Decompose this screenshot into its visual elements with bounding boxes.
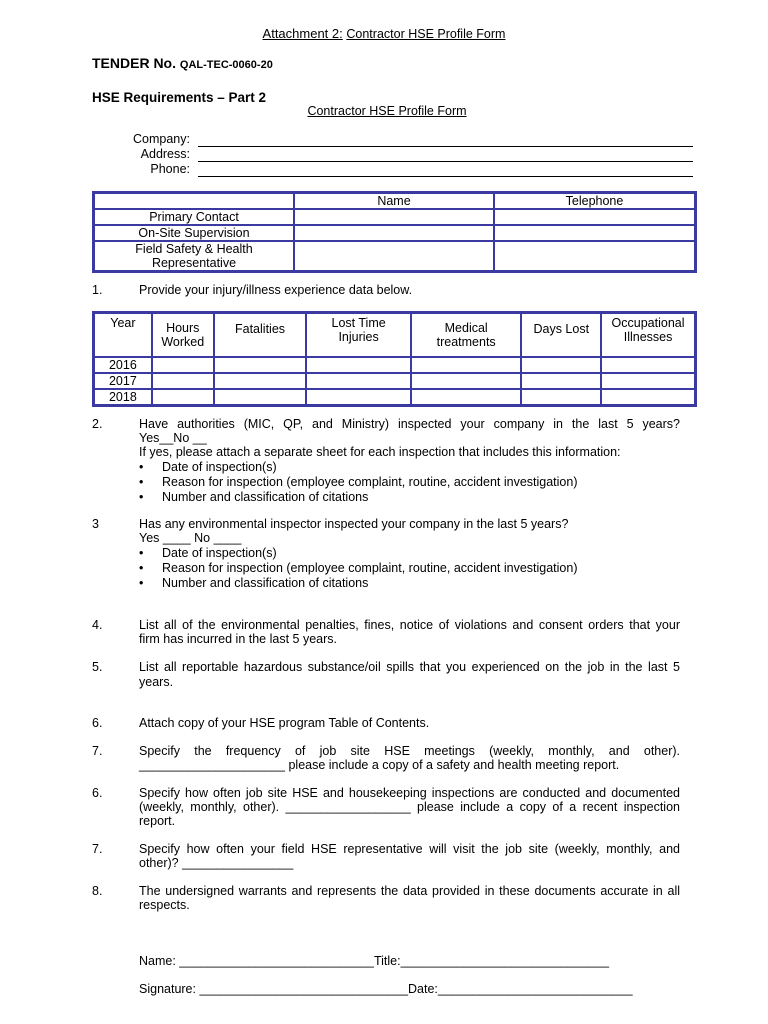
contact-role: Primary Contact — [94, 209, 294, 225]
data-cell[interactable] — [521, 357, 601, 373]
data-cell[interactable] — [411, 389, 522, 405]
bullet-text: Reason for inspection (employee complaint, routine, accident investigation) — [162, 561, 578, 575]
item-3-question: Has any environmental inspector inspected your company in the last 5 years? — [139, 517, 569, 531]
item-3-yes-no: Yes ____ No ____ — [139, 531, 242, 545]
company-label: Company: — [133, 132, 190, 146]
injury-table — [92, 311, 697, 407]
contact-telephone-cell[interactable] — [494, 209, 695, 225]
bullet-item: • Reason for inspection (employee complaint, routine, accident investigation) — [139, 475, 578, 489]
contacts-table — [92, 191, 697, 273]
bullet-item: • Date of inspection(s) — [139, 546, 277, 560]
contact-role: On-Site Supervision — [94, 225, 294, 241]
bullet-text: Date of inspection(s) — [162, 460, 277, 474]
phone-field[interactable] — [198, 176, 693, 177]
contacts-header-telephone: Telephone — [494, 193, 695, 209]
tender-label: TENDER No. — [92, 55, 176, 71]
data-cell[interactable] — [152, 357, 214, 373]
item-number: 3 — [92, 517, 99, 531]
item-1-text: Provide your injury/illness experience data below. — [139, 283, 413, 297]
header-line: Hours — [166, 321, 200, 335]
bullet-text: Number and classification of citations — [162, 490, 369, 504]
data-cell[interactable] — [411, 357, 522, 373]
data-cell[interactable] — [214, 373, 307, 389]
company-field[interactable] — [198, 146, 693, 147]
item-number: 6. — [92, 786, 103, 800]
address-field[interactable] — [198, 161, 693, 162]
header-occupational — [601, 313, 695, 357]
bullet-item: • Reason for inspection (employee complaint, routine, accident investigation) — [139, 561, 578, 575]
header-line: Injuries — [338, 330, 379, 344]
item-6b-line-3: report. — [139, 814, 176, 828]
item-number: 7. — [92, 842, 103, 856]
tender-line — [92, 55, 273, 71]
item-6b-line-2: (weekly, monthly, other). __________________ please include a copy of a recent inspection — [139, 800, 680, 814]
data-cell[interactable] — [306, 357, 411, 373]
data-cell[interactable] — [601, 389, 695, 405]
name-title-line[interactable]: Name: ____________________________Title:______________________________ — [139, 954, 610, 968]
header-line: Lost Time — [331, 316, 386, 330]
data-cell[interactable] — [306, 373, 411, 389]
contact-name-cell[interactable] — [294, 225, 494, 241]
item-2-question: Have authorities (MIC, QP, and Ministry) inspected your company in the last 5 years? — [139, 417, 680, 431]
bullet-item: • Number and classification of citations — [139, 490, 369, 504]
contact-name-cell[interactable] — [294, 209, 494, 225]
requirements-heading: HSE Requirements – Part 2 — [92, 90, 267, 105]
contact-role-line: Field Safety & Health — [135, 242, 253, 256]
data-cell[interactable] — [214, 357, 307, 373]
contacts-header-blank — [94, 193, 294, 209]
data-cell[interactable] — [152, 389, 214, 405]
contact-role — [94, 241, 294, 271]
item-number: 5. — [92, 660, 103, 674]
item-number: 4. — [92, 618, 103, 632]
data-cell[interactable] — [214, 389, 307, 405]
header-year: Year — [94, 313, 152, 357]
header-days-lost: Days Lost — [521, 313, 601, 357]
contact-telephone-cell[interactable] — [494, 225, 695, 241]
header-line: Worked — [161, 335, 205, 349]
item-4-line-1: List all of the environmental penalties, fines, notice of violations and consent orders that your — [139, 618, 680, 632]
item-number: 6. — [92, 716, 103, 730]
year-cell: 2017 — [94, 373, 152, 389]
header-line: Occupational — [611, 316, 685, 330]
item-8-line-2: respects. — [139, 898, 190, 912]
item-5-line-2: years. — [139, 675, 174, 689]
document-title — [0, 26, 768, 41]
item-7-line-1: Specify the frequency of job site HSE meetings (weekly, monthly, and other). — [139, 744, 680, 758]
data-cell[interactable] — [521, 389, 601, 405]
header-line: Medical — [444, 321, 488, 335]
tender-number: QAL-TEC-0060-20 — [179, 59, 273, 71]
data-cell[interactable] — [411, 373, 522, 389]
item-7-line-2: _____________________ please include a copy of a safety and health meeting report. — [139, 758, 620, 772]
contact-telephone-cell[interactable] — [494, 241, 695, 271]
data-cell[interactable] — [521, 373, 601, 389]
item-5-line-1: List all reportable hazardous substance/oil spills that you experienced on the job in the last 5 — [139, 660, 680, 674]
item-number: 1. — [92, 283, 103, 297]
item-number: 2. — [92, 417, 103, 431]
bullet-item: • Number and classification of citations — [139, 576, 369, 590]
item-8-line-1: The undersigned warrants and represents the data provided in these documents accurate in all — [139, 884, 680, 898]
item-7b-line-1: Specify how often your field HSE representative will visit the job site (weekly, monthly, and — [139, 842, 680, 856]
bullet-text: Date of inspection(s) — [162, 546, 277, 560]
form-subtitle: Contractor HSE Profile Form — [307, 104, 467, 118]
item-7b-line-2: other)? ________________ — [139, 856, 294, 870]
contacts-header-name: Name — [294, 193, 494, 209]
item-2-instructions: If yes, please attach a separate sheet for each inspection that includes this information: — [139, 445, 621, 459]
item-2-yes-no: Yes__No __ — [139, 431, 207, 445]
header-hours-worked — [152, 313, 214, 357]
item-6b-line-1: Specify how often job site HSE and housekeeping inspections are conducted and documented — [139, 786, 680, 800]
header-lost-time — [306, 313, 411, 357]
bullet-text: Number and classification of citations — [162, 576, 369, 590]
bullet-item: • Date of inspection(s) — [139, 460, 277, 474]
header-fatalities: Fatalities — [214, 313, 307, 357]
data-cell[interactable] — [601, 373, 695, 389]
contact-name-cell[interactable] — [294, 241, 494, 271]
data-cell[interactable] — [601, 357, 695, 373]
item-6-text: Attach copy of your HSE program Table of Contents. — [139, 716, 430, 730]
year-cell: 2016 — [94, 357, 152, 373]
item-4-line-2: firm has incurred in the last 5 years. — [139, 632, 337, 646]
header-medical — [411, 313, 522, 357]
attachment-label: Attachment 2: — [262, 26, 343, 41]
header-line: treatments — [436, 335, 496, 349]
item-number: 8. — [92, 884, 103, 898]
contact-role-line: Representative — [151, 256, 237, 270]
data-cell[interactable] — [306, 389, 411, 405]
signature-date-line[interactable]: Signature: ______________________________Date:____________________________ — [139, 982, 633, 996]
item-number: 7. — [92, 744, 103, 758]
data-cell[interactable] — [152, 373, 214, 389]
bullet-text: Reason for inspection (employee complaint, routine, accident investigation) — [162, 475, 578, 489]
form-title: Contractor HSE Profile Form — [346, 27, 506, 41]
year-cell: 2018 — [94, 389, 152, 405]
phone-label: Phone: — [150, 162, 190, 176]
header-line: Illnesses — [623, 330, 673, 344]
address-label: Address: — [140, 147, 190, 161]
